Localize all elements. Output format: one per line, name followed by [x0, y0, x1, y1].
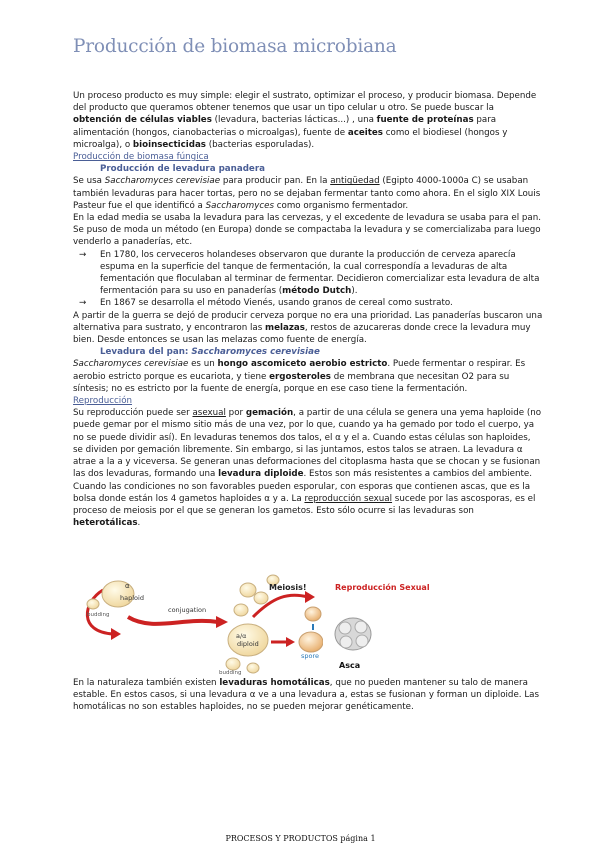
text-italic: Saccharomyces cerevisiae: [191, 347, 320, 358]
text-run: A partir de la guerra se dejó de producir cerveza porque no era una prioridad. Las panaderías buscaron una alternativa para sustrato, y encontraron las: [73, 310, 543, 333]
arrow-head: [216, 616, 228, 628]
text-italic: Saccharomyces cerevisiae: [104, 176, 221, 187]
arrow-head: [111, 628, 121, 640]
text-italic: Saccharomyces cerevisiae: [73, 359, 189, 370]
text-run: En la naturaleza también existen: [73, 678, 220, 688]
text-run: Levadura del pan:: [100, 347, 192, 358]
arrow-icon: →: [79, 249, 87, 260]
ascospore: [339, 622, 351, 634]
text-bold: fuente de proteínas: [376, 115, 474, 126]
text-bold: heterotálicas: [73, 518, 138, 529]
bullet-item-1867: [73, 297, 543, 309]
arrow-icon: →: [79, 298, 87, 309]
text-run: Se usa: [73, 176, 105, 187]
budding-label: budding: [87, 612, 110, 618]
heading-reproduccion: Reproducción: [73, 396, 133, 407]
repro-sexual-text: Reproducción Sexual: [335, 583, 430, 592]
yeast-life-cycle-figure: [73, 572, 543, 676]
life-cycle-diagram: [73, 572, 543, 676]
arrow-head: [305, 591, 315, 603]
text-bold: método Dutch: [282, 286, 352, 297]
text-run: es un: [188, 359, 218, 370]
intro-paragraph: [73, 90, 543, 151]
bud-cell: [87, 599, 99, 609]
text-bold: obtención de células viables: [73, 115, 212, 126]
text-run: como el biodiesel (hongos y microalga), o: [73, 127, 508, 150]
page-title: Producción de biomasa microbiana: [73, 36, 397, 57]
text-bold: aceites: [347, 127, 383, 138]
paragraph-pan: [73, 175, 543, 212]
heading-biomasa-fungica: Producción de biomasa fúngica: [73, 152, 209, 163]
text-run: para producir pan. En la: [220, 176, 331, 187]
cell: [240, 583, 256, 597]
alpha-label: α: [125, 582, 130, 590]
cell: [254, 592, 268, 604]
paragraph-edad-media: En la edad media se usaba la levadura para las cervezas, y el excedente de levadura se usaba para el pan. Se puso de moda un método (en Europa) donde se compactaba la levadura y se comercializaba para luego venderlo a panaderías, etc.: [73, 213, 541, 248]
text-run: .: [137, 518, 141, 529]
text-run: ).: [351, 286, 358, 297]
conjugation-label: conjugation: [168, 606, 207, 614]
a-alpha-label: a/α: [236, 632, 247, 640]
text-run: como organismo fermentador.: [273, 200, 409, 211]
text-run: Su reproducción puede ser: [73, 408, 193, 419]
text-bold: levadura diploide: [218, 469, 304, 480]
arrow-head: [286, 637, 295, 647]
text-run: de membrana que necesitan O2 para su síntesis; no es estricto por la fuente de energía, porque en ese caso tiene la fermentación.: [73, 371, 510, 394]
text-run: En 1780, los cerveceros holandeses observaron que durante la producción de cerveza aparecía espuma en la superficie del tanque de fermentación, la cual correspondía a levaduras de alta fementación que floculaban al terminar de fermentar. Decidieron comercializar esta levadura de alta fermentación para su uso en panaderías (: [100, 249, 540, 297]
main-text: [73, 90, 543, 529]
text-bold: bioinsecticidas: [132, 139, 206, 150]
spore-cell: [299, 632, 323, 652]
page-footer: PROCESOS Y PRODUCTOS página 1: [225, 834, 376, 843]
text-bold: melazas: [265, 322, 305, 333]
ascospore: [356, 635, 368, 647]
text-run: . Estos son más resistentes a cambios del ambiente. Cuando las condiciones no son favorables pueden esporular, con esporas que contienen ascas, que es la bolsa donde están los 4 gametos haploides α y a. La: [73, 469, 533, 504]
text-bold: hongo ascomiceto aerobio estricto: [217, 359, 388, 370]
bullet-item-1780: [73, 249, 543, 298]
text-run: , restos de azucareras donde crece la levadura muy bien. Desde entonces se usan las melazas como fuente de energía.: [73, 322, 531, 346]
paragraph-reproduccion: [73, 407, 543, 529]
text-run: (Egipto 4000-1000a C) se usaban también levaduras para hacer tortas, pero no se dejaban fermentar tanto como ahora. En el siglo XIX Louis Pasteur fue el que identificó a: [73, 176, 541, 211]
text-bold: gemación: [245, 408, 294, 419]
cell: [247, 663, 259, 673]
text-underline: reproducción sexual: [304, 493, 393, 504]
repro-sexual-label: [335, 582, 430, 592]
meiosis-label: Meiosis!: [269, 583, 307, 592]
text-run: , que no pueden mantener su talo de manera estable. En estos casos, si una levadura α ve a una levadura a, estas se fusionan y forman un diploide. Las homotálicas no son estables haploides, no se pueden mejorar genéticamente.: [73, 678, 540, 713]
text-run: sucede por las ascosporas, es el proceso de meiosis por el que se generan los gametos. Esto sólo ocurre si las levaduras son: [73, 493, 536, 516]
text-run: por: [225, 408, 246, 419]
paragraph-guerra: [73, 310, 543, 347]
conjugation-arrow: [128, 617, 218, 624]
paragraph-homotalicas: [73, 677, 543, 714]
text-bold: levaduras homotálicas: [219, 678, 330, 688]
heading-levadura-del-pan: [73, 346, 543, 358]
ascospore: [340, 636, 352, 648]
text-run: , a partir de una célula se genera una yema haploide (no puede gemar por el mismo sitio más de una vez, por lo que, cuando ya ha gemado por todo el cuerpo, ya no se puede dividir así). En levaduras tenemos dos talos, el α y el a. Cuando estas células son haploides, se dividen por gemación libremente. Sin embargo, si las juntamos, estos talos se atraen. La levadura α atrae a la a y viceversa. Se generan unas deformaciones del citoplasma hasta que se chocan y se fusionan las dos levaduras, formando una: [73, 408, 542, 480]
text-underline: antigüedad: [330, 176, 380, 187]
asca-label: Asca: [339, 661, 361, 670]
spore-label: spore: [301, 652, 320, 660]
text-run: para alimentación (hongos, cianobacterias o microalgas), fuente de: [73, 115, 497, 138]
text-run: Un proceso producto es muy simple: elegir el sustrato, optimizar el proceso, y producir biomasa. Depende del producto que queramos obtener tenemos que usar un tipo celular u otro. Se puede buscar la: [73, 91, 537, 114]
ascospore: [355, 621, 367, 633]
diploid-label: diploid: [237, 640, 259, 648]
text-bold: ergosteroles: [269, 371, 331, 382]
text-italic: Saccharomyces: [205, 200, 274, 211]
paragraph-ascomiceto: [73, 358, 543, 395]
text-underline: asexual: [192, 408, 226, 419]
text-run: (levadura, bacterias lácticas...) , una: [211, 115, 377, 126]
budding-label: budding: [219, 670, 242, 676]
text-run: . Puede fermentar o respirar. Es aerobio estricto porque es eucariota, y tiene: [73, 359, 526, 382]
text-run: En 1867 se desarrolla el método Vienés, usando granos de cereal como sustrato.: [100, 298, 453, 309]
cell: [305, 607, 321, 621]
heading-levadura-panadera: Producción de levadura panadera: [100, 164, 265, 175]
cell: [226, 658, 240, 670]
text-run: (bacterias esporuladas).: [205, 139, 315, 150]
haploid-label: haploid: [120, 594, 144, 602]
cell: [234, 604, 248, 616]
